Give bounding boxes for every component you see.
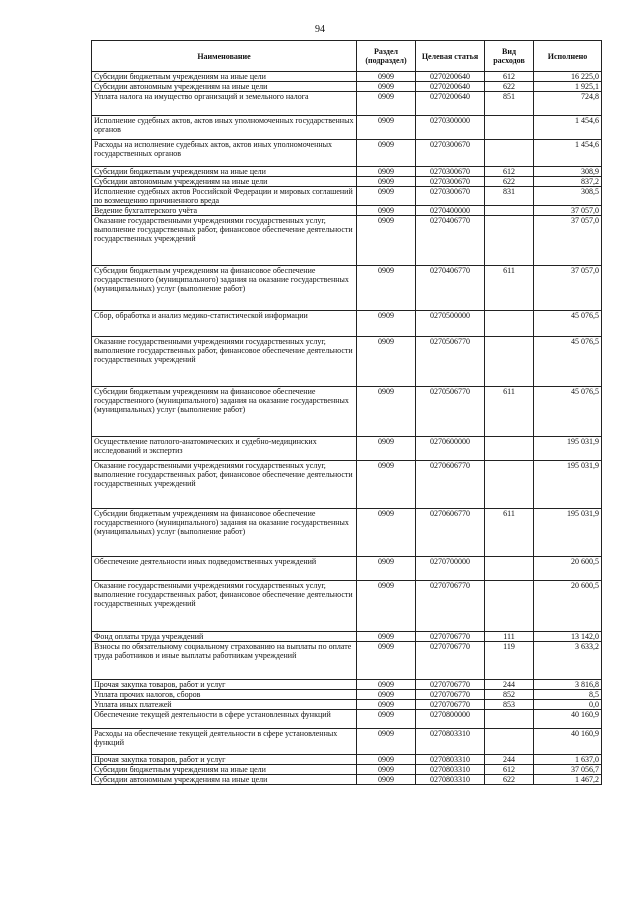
row-article-cell: 0270200640	[416, 82, 485, 92]
row-type-cell: 612	[485, 72, 534, 82]
row-name-cell: Оказание государственными учреждениями государственных услуг, выполнение государственных работ, финансовое обеспечение деятельности государственных учреждений	[92, 216, 357, 266]
row-section-cell: 0909	[357, 690, 416, 700]
row-value-cell: 20 600,5	[534, 557, 602, 581]
row-section-cell: 0909	[357, 632, 416, 642]
row-type-cell: 831	[485, 187, 534, 206]
row-name-cell: Обеспечение текущей деятельности в сфере установленных функций	[92, 710, 357, 729]
row-section-cell: 0909	[357, 177, 416, 187]
row-type-cell	[485, 710, 534, 729]
row-section-cell: 0909	[357, 92, 416, 116]
row-section-cell: 0909	[357, 557, 416, 581]
row-name-cell: Субсидии бюджетным учреждениям на иные цели	[92, 167, 357, 177]
row-name-cell: Субсидии бюджетным учреждениям на финансовое обеспечение государственного (муниципального) задания на оказание государственных (муниципальных) услуг (выполнение работ)	[92, 387, 357, 437]
table-row	[92, 765, 602, 775]
header-type: Вид расходов	[485, 41, 534, 72]
row-name-cell: Субсидии автономным учреждениям на иные цели	[92, 82, 357, 92]
row-name-cell: Субсидии бюджетным учреждениям на финансовое обеспечение государственного (муниципального) задания на оказание государственных (муниципальных) услуг (выполнение работ)	[92, 266, 357, 311]
row-article-cell: 0270200640	[416, 92, 485, 116]
row-value-cell: 40 160,9	[534, 729, 602, 755]
row-value-cell: 195 031,9	[534, 509, 602, 557]
row-article-cell: 0270400000	[416, 206, 485, 216]
row-value-cell: 37 057,0	[534, 266, 602, 311]
row-value-cell: 1 454,6	[534, 140, 602, 167]
row-section-cell: 0909	[357, 700, 416, 710]
table-row	[92, 216, 602, 266]
row-article-cell: 0270803310	[416, 775, 485, 785]
table-row	[92, 92, 602, 116]
row-value-cell: 3 633,2	[534, 642, 602, 680]
row-article-cell: 0270300000	[416, 116, 485, 140]
row-value-cell: 0,0	[534, 700, 602, 710]
row-type-cell	[485, 116, 534, 140]
row-value-cell: 37 057,0	[534, 216, 602, 266]
row-section-cell: 0909	[357, 337, 416, 387]
table-row	[92, 557, 602, 581]
row-section-cell: 0909	[357, 140, 416, 167]
table-row	[92, 387, 602, 437]
table-row	[92, 509, 602, 557]
row-article-cell: 0270606770	[416, 509, 485, 557]
row-section-cell: 0909	[357, 581, 416, 632]
row-name-cell: Осуществление патолого-анатомических и судебно-медицинских исследований и экспертиз	[92, 437, 357, 461]
row-section-cell: 0909	[357, 72, 416, 82]
header-section: Раздел (подраздел)	[357, 41, 416, 72]
row-type-cell: 611	[485, 266, 534, 311]
row-type-cell: 622	[485, 82, 534, 92]
row-type-cell: 244	[485, 755, 534, 765]
row-name-cell: Прочая закупка товаров, работ и услуг	[92, 680, 357, 690]
row-section-cell: 0909	[357, 387, 416, 437]
table-row	[92, 116, 602, 140]
row-value-cell: 45 076,5	[534, 311, 602, 337]
table-row	[92, 581, 602, 632]
row-value-cell: 308,5	[534, 187, 602, 206]
row-section-cell: 0909	[357, 82, 416, 92]
row-name-cell: Обеспечение деятельности иных подведомственных учреждений	[92, 557, 357, 581]
row-section-cell: 0909	[357, 437, 416, 461]
row-type-cell: 622	[485, 775, 534, 785]
row-article-cell: 0270406770	[416, 216, 485, 266]
row-type-cell: 244	[485, 680, 534, 690]
row-value-cell: 724,8	[534, 92, 602, 116]
row-type-cell: 612	[485, 765, 534, 775]
header-article: Целевая статья	[416, 41, 485, 72]
row-type-cell	[485, 557, 534, 581]
row-value-cell: 13 142,0	[534, 632, 602, 642]
row-article-cell: 0270706770	[416, 632, 485, 642]
row-value-cell: 837,2	[534, 177, 602, 187]
row-value-cell: 195 031,9	[534, 461, 602, 509]
table-row	[92, 755, 602, 765]
table-row	[92, 177, 602, 187]
row-name-cell: Уплата налога на имущество организаций и земельного налога	[92, 92, 357, 116]
row-name-cell: Исполнение судебных актов Российской Федерации и мировых соглашений по возмещению причиненного вреда	[92, 187, 357, 206]
row-article-cell: 0270706770	[416, 690, 485, 700]
row-name-cell: Расходы на исполнение судебных актов, актов иных уполномоченных государственных органов	[92, 140, 357, 167]
row-section-cell: 0909	[357, 775, 416, 785]
row-section-cell: 0909	[357, 266, 416, 311]
row-name-cell: Взносы по обязательному социальному страхованию на выплаты по оплате труда работников и иные выплаты работникам учреждений	[92, 642, 357, 680]
row-article-cell: 0270606770	[416, 461, 485, 509]
row-name-cell: Фонд оплаты труда учреждений	[92, 632, 357, 642]
row-type-cell: 622	[485, 177, 534, 187]
row-type-cell	[485, 461, 534, 509]
row-name-cell: Сбор, обработка и анализ медико-статистической информации	[92, 311, 357, 337]
row-type-cell	[485, 581, 534, 632]
table-header-row	[92, 41, 602, 72]
table-row	[92, 72, 602, 82]
table-row	[92, 680, 602, 690]
row-section-cell: 0909	[357, 765, 416, 775]
row-value-cell: 37 056,7	[534, 765, 602, 775]
row-article-cell: 0270600000	[416, 437, 485, 461]
row-article-cell: 0270506770	[416, 337, 485, 387]
row-type-cell: 612	[485, 167, 534, 177]
row-article-cell: 0270300670	[416, 187, 485, 206]
table-row	[92, 775, 602, 785]
table-row	[92, 140, 602, 167]
row-section-cell: 0909	[357, 187, 416, 206]
row-article-cell: 0270800000	[416, 710, 485, 729]
row-section-cell: 0909	[357, 642, 416, 680]
row-type-cell: 852	[485, 690, 534, 700]
row-article-cell: 0270300670	[416, 177, 485, 187]
row-value-cell: 1 925,1	[534, 82, 602, 92]
row-name-cell: Оказание государственными учреждениями государственных услуг, выполнение государственных работ, финансовое обеспечение деятельности государственных учреждений	[92, 337, 357, 387]
row-section-cell: 0909	[357, 729, 416, 755]
row-article-cell: 0270406770	[416, 266, 485, 311]
table-row	[92, 700, 602, 710]
row-article-cell: 0270700000	[416, 557, 485, 581]
table-row	[92, 710, 602, 729]
table-row	[92, 632, 602, 642]
table-row	[92, 437, 602, 461]
row-article-cell: 0270803310	[416, 729, 485, 755]
row-type-cell	[485, 311, 534, 337]
row-section-cell: 0909	[357, 167, 416, 177]
row-section-cell: 0909	[357, 311, 416, 337]
row-type-cell	[485, 729, 534, 755]
row-article-cell: 0270706770	[416, 700, 485, 710]
table-row	[92, 206, 602, 216]
row-article-cell: 0270706770	[416, 642, 485, 680]
row-value-cell: 1 454,6	[534, 116, 602, 140]
table-row	[92, 690, 602, 700]
row-article-cell: 0270803310	[416, 765, 485, 775]
table-row	[92, 461, 602, 509]
row-section-cell: 0909	[357, 116, 416, 140]
row-section-cell: 0909	[357, 710, 416, 729]
row-type-cell: 611	[485, 509, 534, 557]
table-row	[92, 82, 602, 92]
row-type-cell: 611	[485, 387, 534, 437]
row-section-cell: 0909	[357, 216, 416, 266]
row-name-cell: Субсидии бюджетным учреждениям на финансовое обеспечение государственного (муниципального) задания на оказание государственных (муниципальных) услуг (выполнение работ)	[92, 509, 357, 557]
table-body	[92, 72, 602, 785]
row-value-cell: 1 467,2	[534, 775, 602, 785]
header-executed: Исполнено	[534, 41, 602, 72]
table-row	[92, 167, 602, 177]
row-value-cell: 45 076,5	[534, 337, 602, 387]
row-name-cell: Расходы на обеспечение текущей деятельности в сфере установленных функций	[92, 729, 357, 755]
row-article-cell: 0270300670	[416, 140, 485, 167]
row-name-cell: Субсидии автономным учреждениям на иные цели	[92, 775, 357, 785]
row-name-cell: Уплата иных платежей	[92, 700, 357, 710]
table-row	[92, 337, 602, 387]
table-row	[92, 187, 602, 206]
row-article-cell: 0270706770	[416, 581, 485, 632]
row-value-cell: 308,9	[534, 167, 602, 177]
row-type-cell: 119	[485, 642, 534, 680]
row-name-cell: Исполнение судебных актов, актов иных уполномоченных государственных органов	[92, 116, 357, 140]
row-value-cell: 37 057,0	[534, 206, 602, 216]
row-article-cell: 0270300670	[416, 167, 485, 177]
page-number: 94	[315, 24, 325, 35]
row-name-cell: Прочая закупка товаров, работ и услуг	[92, 755, 357, 765]
row-type-cell	[485, 437, 534, 461]
row-type-cell: 853	[485, 700, 534, 710]
row-type-cell	[485, 216, 534, 266]
row-value-cell: 3 816,8	[534, 680, 602, 690]
row-article-cell: 0270706770	[416, 680, 485, 690]
row-name-cell: Оказание государственными учреждениями государственных услуг, выполнение государственных работ, финансовое обеспечение деятельности государственных учреждений	[92, 581, 357, 632]
row-value-cell: 8,5	[534, 690, 602, 700]
row-value-cell: 195 031,9	[534, 437, 602, 461]
row-value-cell: 45 076,5	[534, 387, 602, 437]
row-type-cell	[485, 337, 534, 387]
row-section-cell: 0909	[357, 509, 416, 557]
table-row	[92, 311, 602, 337]
row-section-cell: 0909	[357, 461, 416, 509]
table-row	[92, 642, 602, 680]
table-row	[92, 729, 602, 755]
row-article-cell: 0270500000	[416, 311, 485, 337]
budget-table	[91, 40, 602, 785]
row-type-cell	[485, 206, 534, 216]
row-article-cell: 0270506770	[416, 387, 485, 437]
row-value-cell: 1 637,0	[534, 755, 602, 765]
row-name-cell: Уплата прочих налогов, сборов	[92, 690, 357, 700]
row-name-cell: Оказание государственными учреждениями государственных услуг, выполнение государственных работ, финансовое обеспечение деятельности государственных учреждений	[92, 461, 357, 509]
row-value-cell: 40 160,9	[534, 710, 602, 729]
row-section-cell: 0909	[357, 680, 416, 690]
row-value-cell: 20 600,5	[534, 581, 602, 632]
row-type-cell	[485, 140, 534, 167]
row-article-cell: 0270803310	[416, 755, 485, 765]
row-name-cell: Ведение бухгалтерского учёта	[92, 206, 357, 216]
row-name-cell: Субсидии автономным учреждениям на иные цели	[92, 177, 357, 187]
row-type-cell: 851	[485, 92, 534, 116]
row-type-cell: 111	[485, 632, 534, 642]
row-section-cell: 0909	[357, 206, 416, 216]
row-value-cell: 16 225,0	[534, 72, 602, 82]
row-name-cell: Субсидии бюджетным учреждениям на иные цели	[92, 765, 357, 775]
row-article-cell: 0270200640	[416, 72, 485, 82]
row-name-cell: Субсидии бюджетным учреждениям на иные цели	[92, 72, 357, 82]
header-name: Наименование	[92, 41, 357, 72]
row-section-cell: 0909	[357, 755, 416, 765]
table-row	[92, 266, 602, 311]
